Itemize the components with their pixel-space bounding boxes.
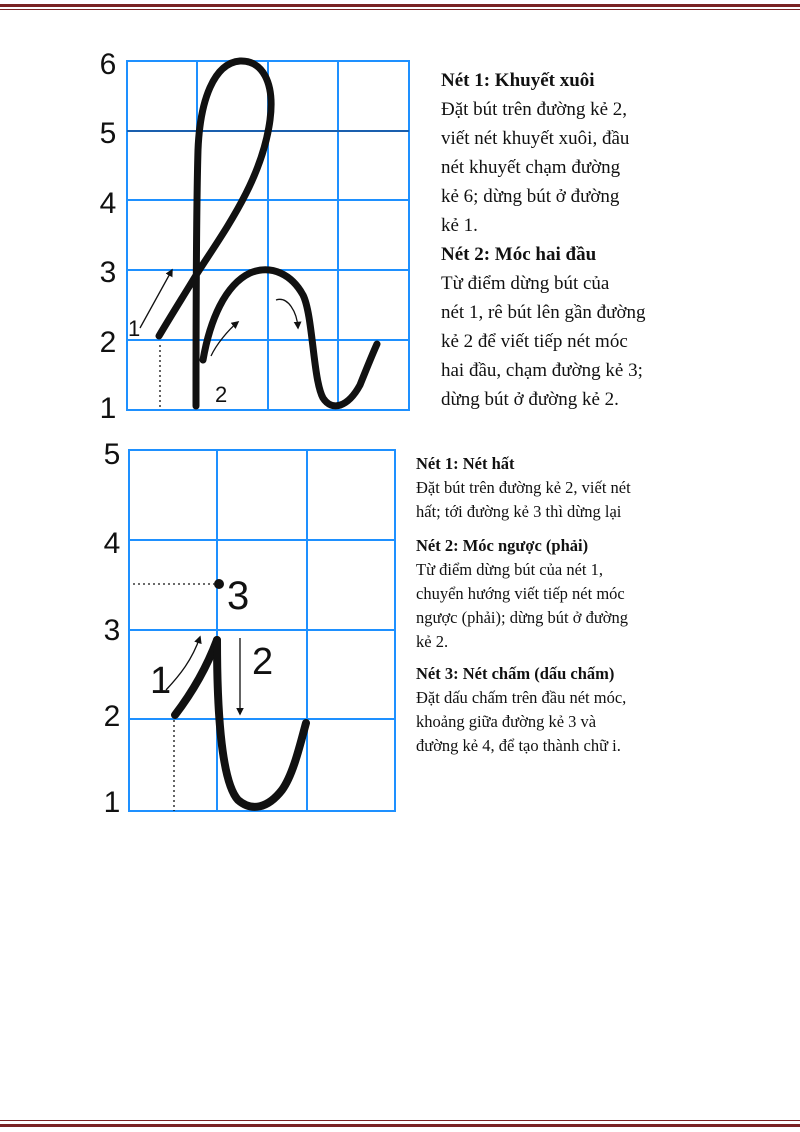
h-step-1-text: Đặt bút trên đường kẻ 2, viết nét khuyết xuôi, đầu nét khuyết chạm đường kẻ 6; dừng bút ở đường kẻ 1. xyxy=(441,99,630,236)
i-stroke-label-1: 1 xyxy=(150,660,172,702)
i-step-1 xyxy=(416,452,716,524)
h-row-label-6: 6 xyxy=(99,48,117,81)
i-stroke-label-2: 2 xyxy=(252,641,274,683)
i-step-3 xyxy=(416,662,716,758)
h-stroke-label-2: 2 xyxy=(215,382,228,407)
i-step-2 xyxy=(416,534,716,654)
i-stroke-label-3: 3 xyxy=(227,574,250,618)
i-row-label-4: 4 xyxy=(103,527,121,560)
i-step-3-text: Đặt dấu chấm trên đầu nét móc, khoảng giữa đường kẻ 3 và đường kẻ 4, để tạo thành chữ i. xyxy=(416,688,627,755)
h-step-1-title: Nét 1: Khuyết xuôi xyxy=(441,70,595,91)
h-row-label-4: 4 xyxy=(99,187,117,220)
h-row-label-3: 3 xyxy=(99,256,117,289)
h-row-label-1: 1 xyxy=(99,392,117,425)
h-step-1 xyxy=(441,66,741,240)
i-row-label-2: 2 xyxy=(103,700,121,733)
h-stroke-label-1: 1 xyxy=(128,316,141,341)
h-hook-stroke xyxy=(203,270,377,406)
h-loop-stroke xyxy=(159,61,271,406)
h-row-label-2: 2 xyxy=(99,326,117,359)
h-step-2-text: Từ điểm dừng bút của nét 1, rê bút lên gần đường kẻ 2 để viết tiếp nét móc hai đầu, chạm đường kẻ 3; dừng bút ở đường kẻ 2. xyxy=(441,273,646,410)
i-step-2-text: Từ điểm dừng bút của nét 1, chuyển hướng viết tiếp nét móc ngược (phải); dừng bút ở đường kẻ 2. xyxy=(416,560,629,651)
i-dot xyxy=(214,579,224,589)
letter-i-grid xyxy=(129,450,395,811)
i-row-label-5: 5 xyxy=(103,438,121,471)
i-upstroke xyxy=(175,640,217,715)
letter-i-instructions xyxy=(416,452,716,763)
i-row-label-3: 3 xyxy=(103,614,121,647)
h-step-2 xyxy=(441,240,741,414)
i-step-1-text: Đặt bút trên đường kẻ 2, viết nét hất; tới đường kẻ 3 thì dừng lại xyxy=(416,478,631,521)
i-step-2-title: Nét 2: Móc ngược (phải) xyxy=(416,536,589,555)
h-arrow-hook-icon xyxy=(276,299,298,328)
i-step-3-title: Nét 3: Nét chấm (dấu chấm) xyxy=(416,664,615,683)
h-row-label-5: 5 xyxy=(99,117,117,150)
letter-h-instructions xyxy=(441,66,741,414)
i-row-label-1: 1 xyxy=(103,786,121,819)
h-step-2-title: Nét 2: Móc hai đầu xyxy=(441,244,597,265)
i-step-1-title: Nét 1: Nét hất xyxy=(416,454,515,473)
